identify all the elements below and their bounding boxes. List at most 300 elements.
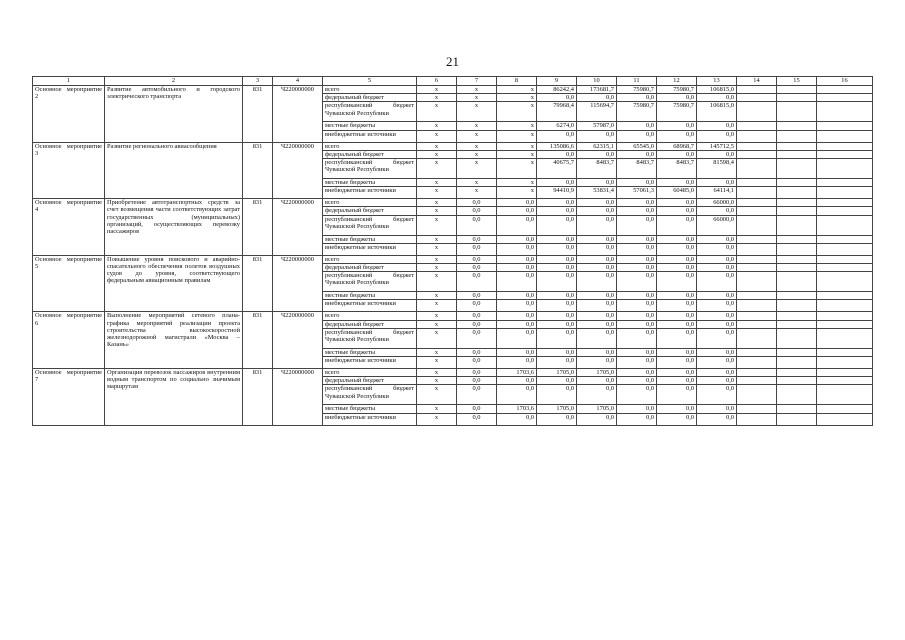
value-cell: 0,0 [457, 312, 497, 320]
empty-cell [817, 215, 873, 235]
table-row [33, 86, 873, 94]
value-cell: 0,0 [457, 300, 497, 312]
empty-cell [777, 130, 817, 142]
value-cell: 75980,7 [617, 102, 657, 122]
value-cell: 0,0 [457, 264, 497, 272]
value-cell: 0,0 [657, 413, 697, 425]
value-cell: 0,0 [657, 264, 697, 272]
column-header: 3 [243, 77, 273, 86]
empty-cell [737, 385, 777, 405]
empty-cell [737, 243, 777, 255]
empty-cell [817, 255, 873, 263]
value-cell: x [457, 130, 497, 142]
value-cell: x [457, 86, 497, 94]
target-article-code: Ч220000000 [273, 255, 323, 312]
value-cell: 135086,6 [537, 142, 577, 150]
value-cell: 0,0 [617, 357, 657, 369]
empty-cell [737, 369, 777, 377]
empty-cell [737, 300, 777, 312]
empty-cell [777, 199, 817, 207]
empty-cell [737, 86, 777, 94]
funding-source: местные бюджеты [323, 405, 417, 413]
value-cell: 0,0 [617, 348, 657, 356]
value-cell: 0,0 [577, 292, 617, 300]
funding-source: всего [323, 86, 417, 94]
value-cell: 0,0 [697, 235, 737, 243]
value-cell: 0,0 [497, 243, 537, 255]
value-cell: 0,0 [457, 413, 497, 425]
value-cell: 0,0 [697, 320, 737, 328]
table-row [33, 369, 873, 377]
value-cell: 0,0 [657, 300, 697, 312]
value-cell: 0,0 [697, 292, 737, 300]
empty-cell [777, 122, 817, 130]
column-header: 14 [737, 77, 777, 86]
column-header: 16 [817, 77, 873, 86]
value-cell: 0,0 [577, 264, 617, 272]
measure-title: Развитие регионального авиасообщения [105, 142, 243, 199]
empty-cell [777, 405, 817, 413]
value-cell: 0,0 [657, 312, 697, 320]
value-cell: 6274,0 [537, 122, 577, 130]
value-cell: 0,0 [577, 385, 617, 405]
value-cell: x [417, 369, 457, 377]
value-cell: 0,0 [577, 348, 617, 356]
value-cell: 0,0 [457, 207, 497, 215]
value-cell: 79968,4 [537, 102, 577, 122]
funding-source: внебюджетные источники [323, 413, 417, 425]
empty-cell [817, 94, 873, 102]
value-cell: 0,0 [657, 199, 697, 207]
value-cell: 0,0 [697, 243, 737, 255]
value-cell: 0,0 [697, 122, 737, 130]
funding-source: внебюджетные источники [323, 243, 417, 255]
empty-cell [777, 272, 817, 292]
measure-title: Организация перевозок пассажиров внутренним водным транспортом по социально значимым маршрутам [105, 369, 243, 426]
empty-cell [817, 292, 873, 300]
value-cell: 0,0 [657, 320, 697, 328]
empty-cell [737, 405, 777, 413]
value-cell: 8483,7 [577, 159, 617, 179]
value-cell: 0,0 [617, 292, 657, 300]
value-cell: 8483,7 [657, 159, 697, 179]
value-cell: 0,0 [697, 94, 737, 102]
grbs-code: 831 [243, 142, 273, 199]
empty-cell [817, 86, 873, 94]
value-cell: x [497, 130, 537, 142]
funding-source: федеральный бюджет [323, 94, 417, 102]
value-cell: 0,0 [537, 179, 577, 187]
value-cell: 0,0 [497, 312, 537, 320]
column-header: 5 [323, 77, 417, 86]
value-cell: 0,0 [617, 312, 657, 320]
empty-cell [777, 179, 817, 187]
column-header: 15 [777, 77, 817, 86]
empty-cell [777, 159, 817, 179]
value-cell: 0,0 [537, 312, 577, 320]
empty-cell [777, 320, 817, 328]
value-cell: 0,0 [617, 215, 657, 235]
measure-title: Приобретение автотранспортных средств за счет возмещения части соответствующих затрат государственных (муниципальных) организаций, осуществляющих перевозку пассажиров [105, 199, 243, 256]
value-cell: 0,0 [537, 94, 577, 102]
value-cell: x [417, 272, 457, 292]
value-cell: x [417, 142, 457, 150]
empty-cell [777, 207, 817, 215]
value-cell: 1705,0 [537, 369, 577, 377]
value-cell: 0,0 [657, 348, 697, 356]
value-cell: 75980,7 [657, 86, 697, 94]
value-cell: 60485,0 [657, 187, 697, 199]
value-cell: 0,0 [577, 357, 617, 369]
value-cell: x [457, 179, 497, 187]
value-cell: 0,0 [537, 292, 577, 300]
empty-cell [817, 199, 873, 207]
value-cell: 65545,0 [617, 142, 657, 150]
grbs-code: 831 [243, 199, 273, 256]
header-row [33, 77, 873, 86]
value-cell: 145712,5 [697, 142, 737, 150]
empty-cell [817, 320, 873, 328]
column-header: 9 [537, 77, 577, 86]
value-cell: 0,0 [497, 385, 537, 405]
value-cell: x [497, 142, 537, 150]
value-cell: 0,0 [497, 348, 537, 356]
value-cell: 0,0 [497, 328, 537, 348]
value-cell: 0,0 [497, 255, 537, 263]
value-cell: 75980,7 [617, 86, 657, 94]
empty-cell [817, 405, 873, 413]
value-cell: 173681,7 [577, 86, 617, 94]
empty-cell [737, 357, 777, 369]
value-cell: 0,0 [537, 413, 577, 425]
value-cell: 0,0 [577, 130, 617, 142]
empty-cell [777, 300, 817, 312]
target-article-code: Ч220000000 [273, 199, 323, 256]
empty-cell [777, 369, 817, 377]
value-cell: 0,0 [577, 215, 617, 235]
funding-source: местные бюджеты [323, 292, 417, 300]
value-cell: 86242,4 [537, 86, 577, 94]
column-header: 4 [273, 77, 323, 86]
value-cell: 57987,0 [577, 122, 617, 130]
empty-cell [737, 272, 777, 292]
empty-cell [817, 348, 873, 356]
value-cell: 0,0 [657, 405, 697, 413]
value-cell: 0,0 [657, 243, 697, 255]
value-cell: 0,0 [577, 199, 617, 207]
value-cell: x [497, 94, 537, 102]
empty-cell [817, 150, 873, 158]
empty-cell [817, 413, 873, 425]
empty-cell [737, 235, 777, 243]
value-cell: x [497, 179, 537, 187]
empty-cell [817, 130, 873, 142]
value-cell: 0,0 [577, 94, 617, 102]
value-cell: 0,0 [537, 357, 577, 369]
value-cell: 0,0 [697, 255, 737, 263]
value-cell: 0,0 [577, 300, 617, 312]
column-header: 2 [105, 77, 243, 86]
value-cell: 0,0 [457, 385, 497, 405]
value-cell: 0,0 [617, 243, 657, 255]
empty-cell [777, 292, 817, 300]
value-cell: 0,0 [657, 385, 697, 405]
value-cell: x [417, 86, 457, 94]
value-cell: 0,0 [577, 235, 617, 243]
value-cell: 0,0 [497, 215, 537, 235]
measure-title: Выполнение мероприятий сетевого плана-графика мероприятий реализации проекта строительства высокоскоростной железнодорожной магистрали «Москва – Казань» [105, 312, 243, 369]
budget-table [32, 76, 873, 426]
empty-cell [817, 142, 873, 150]
empty-cell [777, 142, 817, 150]
value-cell: x [417, 413, 457, 425]
column-header: 8 [497, 77, 537, 86]
value-cell: 94410,9 [537, 187, 577, 199]
value-cell: 0,0 [617, 405, 657, 413]
empty-cell [777, 102, 817, 122]
funding-source: федеральный бюджет [323, 320, 417, 328]
value-cell: x [417, 328, 457, 348]
funding-source: республиканский бюджет Чувашской Республики [323, 385, 417, 405]
funding-source: республиканский бюджет Чувашской Республики [323, 328, 417, 348]
empty-cell [817, 377, 873, 385]
empty-cell [817, 159, 873, 179]
value-cell: 0,0 [697, 405, 737, 413]
value-cell: 0,0 [537, 272, 577, 292]
empty-cell [737, 264, 777, 272]
empty-cell [737, 348, 777, 356]
grbs-code: 831 [243, 86, 273, 143]
column-header: 13 [697, 77, 737, 86]
empty-cell [737, 122, 777, 130]
value-cell: x [417, 187, 457, 199]
value-cell: x [417, 312, 457, 320]
measure-label: Основное мероприятие 3 [33, 142, 105, 199]
value-cell: x [417, 300, 457, 312]
value-cell: 0,0 [577, 328, 617, 348]
value-cell: x [417, 199, 457, 207]
empty-cell [737, 328, 777, 348]
value-cell: 0,0 [537, 377, 577, 385]
value-cell: 0,0 [537, 207, 577, 215]
value-cell: 0,0 [697, 312, 737, 320]
column-header: 10 [577, 77, 617, 86]
empty-cell [737, 142, 777, 150]
funding-source: республиканский бюджет Чувашской Республики [323, 102, 417, 122]
funding-source: всего [323, 142, 417, 150]
empty-cell [817, 312, 873, 320]
value-cell: 1705,0 [577, 405, 617, 413]
measure-title: Повышение уровня поискового и аварийно-спасательного обеспечения полетов воздушных судов до уровня, соответствующего федеральным авиационным правилам [105, 255, 243, 312]
value-cell: 0,0 [657, 328, 697, 348]
value-cell: 0,0 [537, 243, 577, 255]
value-cell: 0,0 [577, 377, 617, 385]
value-cell: x [417, 243, 457, 255]
value-cell: 57061,3 [617, 187, 657, 199]
value-cell: 0,0 [657, 255, 697, 263]
value-cell: 0,0 [457, 243, 497, 255]
value-cell: 0,0 [657, 122, 697, 130]
table-row [33, 199, 873, 207]
grbs-code: 831 [243, 369, 273, 426]
value-cell: 0,0 [617, 130, 657, 142]
value-cell: 0,0 [657, 215, 697, 235]
empty-cell [817, 300, 873, 312]
value-cell: 0,0 [657, 207, 697, 215]
value-cell: 106815,0 [697, 102, 737, 122]
value-cell: x [417, 348, 457, 356]
value-cell: 0,0 [457, 235, 497, 243]
value-cell: 0,0 [697, 328, 737, 348]
value-cell: 0,0 [697, 207, 737, 215]
value-cell: 0,0 [657, 94, 697, 102]
value-cell: 0,0 [617, 300, 657, 312]
value-cell: 0,0 [457, 255, 497, 263]
grbs-code: 831 [243, 255, 273, 312]
value-cell: 1705,0 [537, 405, 577, 413]
value-cell: x [417, 357, 457, 369]
value-cell: 1703,6 [497, 405, 537, 413]
value-cell: 0,0 [497, 292, 537, 300]
empty-cell [817, 122, 873, 130]
value-cell: 66000,0 [697, 215, 737, 235]
value-cell: 0,0 [537, 215, 577, 235]
value-cell: x [417, 405, 457, 413]
funding-source: всего [323, 199, 417, 207]
funding-source: внебюджетные источники [323, 130, 417, 142]
funding-source: республиканский бюджет Чувашской Республики [323, 272, 417, 292]
value-cell: x [417, 207, 457, 215]
value-cell: 0,0 [577, 243, 617, 255]
empty-cell [737, 179, 777, 187]
value-cell: 0,0 [457, 199, 497, 207]
value-cell: x [497, 86, 537, 94]
value-cell: x [417, 292, 457, 300]
value-cell: 75980,7 [657, 102, 697, 122]
value-cell: 0,0 [537, 255, 577, 263]
value-cell: 0,0 [617, 199, 657, 207]
value-cell: x [457, 159, 497, 179]
value-cell: x [457, 94, 497, 102]
funding-source: федеральный бюджет [323, 150, 417, 158]
value-cell: 8483,7 [617, 159, 657, 179]
column-header: 7 [457, 77, 497, 86]
value-cell: x [417, 264, 457, 272]
empty-cell [817, 102, 873, 122]
value-cell: 1703,6 [497, 369, 537, 377]
empty-cell [777, 377, 817, 385]
funding-source: республиканский бюджет Чувашской Республики [323, 159, 417, 179]
empty-cell [817, 235, 873, 243]
measure-label: Основное мероприятие 4 [33, 199, 105, 256]
empty-cell [737, 292, 777, 300]
value-cell: 0,0 [697, 150, 737, 158]
value-cell: x [417, 235, 457, 243]
empty-cell [737, 159, 777, 179]
value-cell: 64114,1 [697, 187, 737, 199]
funding-source: всего [323, 369, 417, 377]
empty-cell [817, 264, 873, 272]
column-header: 11 [617, 77, 657, 86]
target-article-code: Ч220000000 [273, 312, 323, 369]
value-cell: 0,0 [497, 207, 537, 215]
value-cell: 0,0 [457, 328, 497, 348]
value-cell: 1705,0 [577, 369, 617, 377]
funding-source: местные бюджеты [323, 235, 417, 243]
value-cell: 0,0 [457, 272, 497, 292]
value-cell: 0,0 [497, 199, 537, 207]
empty-cell [737, 187, 777, 199]
value-cell: 0,0 [697, 377, 737, 385]
value-cell: 0,0 [577, 413, 617, 425]
value-cell: 0,0 [537, 235, 577, 243]
table-row [33, 142, 873, 150]
funding-source: местные бюджеты [323, 179, 417, 187]
value-cell: 0,0 [657, 130, 697, 142]
value-cell: x [417, 320, 457, 328]
value-cell: 0,0 [617, 179, 657, 187]
target-article-code: Ч220000000 [273, 142, 323, 199]
empty-cell [737, 150, 777, 158]
empty-cell [777, 255, 817, 263]
value-cell: x [417, 179, 457, 187]
value-cell: x [457, 102, 497, 122]
value-cell: 0,0 [537, 348, 577, 356]
empty-cell [817, 243, 873, 255]
value-cell: 0,0 [697, 300, 737, 312]
value-cell: x [417, 215, 457, 235]
value-cell: 0,0 [697, 413, 737, 425]
value-cell: 0,0 [457, 405, 497, 413]
value-cell: x [417, 102, 457, 122]
measure-label: Основное мероприятие 5 [33, 255, 105, 312]
value-cell: 0,0 [697, 357, 737, 369]
empty-cell [737, 94, 777, 102]
value-cell: 0,0 [617, 264, 657, 272]
funding-source: республиканский бюджет Чувашской Республики [323, 215, 417, 235]
empty-cell [737, 413, 777, 425]
value-cell: 0,0 [497, 413, 537, 425]
column-header: 1 [33, 77, 105, 86]
empty-cell [777, 328, 817, 348]
value-cell: 0,0 [617, 328, 657, 348]
funding-source: внебюджетные источники [323, 300, 417, 312]
funding-source: всего [323, 255, 417, 263]
value-cell: x [457, 142, 497, 150]
value-cell: 0,0 [617, 320, 657, 328]
value-cell: 0,0 [577, 320, 617, 328]
value-cell: 0,0 [617, 377, 657, 385]
value-cell: x [497, 150, 537, 158]
value-cell: x [497, 159, 537, 179]
value-cell: 66000,0 [697, 199, 737, 207]
value-cell: 0,0 [617, 94, 657, 102]
value-cell: 0,0 [697, 130, 737, 142]
value-cell: 0,0 [537, 150, 577, 158]
value-cell: 0,0 [497, 272, 537, 292]
value-cell: 0,0 [537, 264, 577, 272]
value-cell: x [417, 255, 457, 263]
funding-source: всего [323, 312, 417, 320]
value-cell: 0,0 [657, 369, 697, 377]
value-cell: 0,0 [697, 272, 737, 292]
value-cell: 0,0 [537, 328, 577, 348]
measure-title: Развитие автомобильного и городского электрического транспорта [105, 86, 243, 143]
value-cell: 53831,4 [577, 187, 617, 199]
value-cell: 0,0 [617, 385, 657, 405]
measure-label: Основное мероприятие 7 [33, 369, 105, 426]
empty-cell [777, 86, 817, 94]
